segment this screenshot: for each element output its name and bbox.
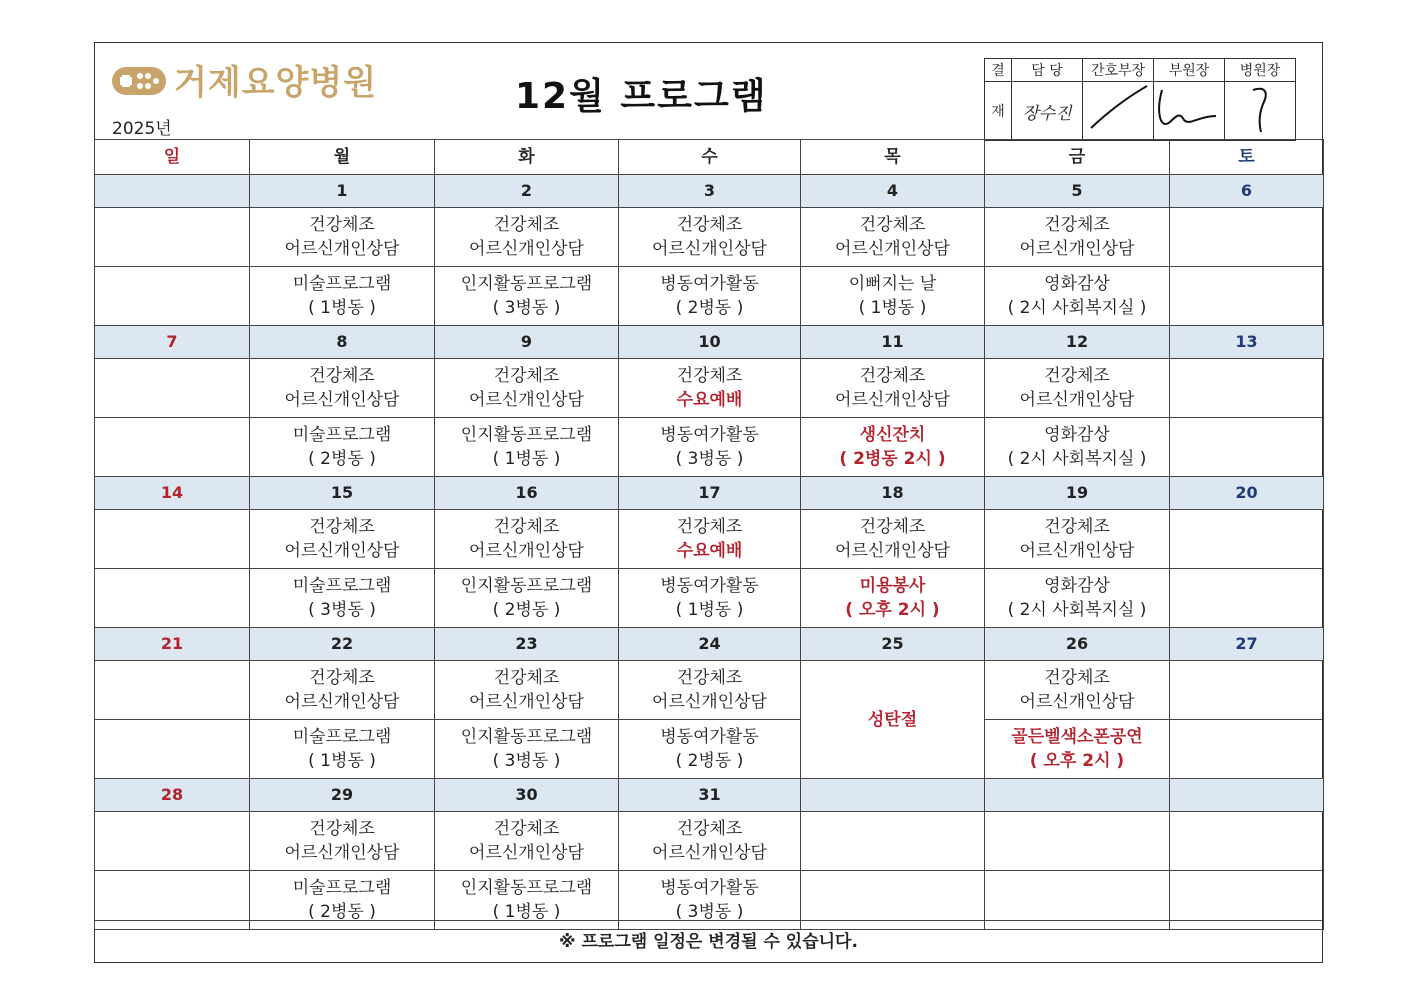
program-cell (95, 510, 250, 569)
program-item: 미용봉사 (859, 576, 926, 596)
program-cell (1170, 812, 1324, 871)
program-cell (95, 267, 250, 326)
program-item: ( 1병동 ) (858, 298, 927, 318)
program-item: 생신잔치 (859, 425, 926, 445)
signature-3 (1154, 82, 1225, 141)
program-cell (985, 661, 1170, 720)
program-cell (801, 510, 985, 569)
program-item: 인지활동프로그램 (460, 576, 593, 596)
program-item: 어르신개인상담 (652, 239, 767, 259)
program-cell (250, 267, 435, 326)
signature-4-mark (1225, 82, 1295, 136)
signature-3-mark (1154, 82, 1224, 136)
program-item: 건강체조 (493, 366, 560, 386)
signature-2-mark (1083, 82, 1153, 136)
program-item: 건강체조 (1044, 215, 1110, 235)
program-item: ( 3병동 ) (492, 298, 561, 318)
program-item: 어르신개인상담 (469, 541, 584, 561)
date-cell: 15 (250, 477, 435, 510)
program-item: ( 2시 사회복지실 ) (1007, 600, 1147, 620)
date-cell (1170, 779, 1324, 812)
approval-side-top: 결 (985, 59, 1012, 82)
program-item: 건강체조 (493, 819, 560, 839)
program-cell (435, 812, 619, 871)
program-item: 수요예배 (676, 390, 743, 410)
program-cell (1170, 569, 1324, 628)
date-cell: 8 (250, 326, 435, 359)
program-item: 영화감상 (1044, 576, 1110, 596)
date-cell: 11 (801, 326, 985, 359)
signature-4 (1225, 82, 1296, 141)
program-item: 어르신개인상담 (1019, 541, 1135, 561)
program-item: 어르신개인상담 (284, 390, 400, 410)
date-cell: 13 (1170, 326, 1324, 359)
program-item: 인지활동프로그램 (460, 274, 593, 294)
program-cell (801, 418, 985, 477)
program-cell (1170, 267, 1324, 326)
program-cell (619, 510, 801, 569)
weekday-6: 토 (1170, 140, 1324, 175)
hospital-logo (108, 55, 377, 104)
program-cell (985, 359, 1170, 418)
program-item: ( 오후 2시 ) (845, 600, 940, 620)
program-item: 어르신개인상담 (1019, 239, 1135, 259)
approval-col-2: 간호부장 (1083, 59, 1154, 82)
date-row (95, 779, 1324, 812)
approval-col-4: 병원장 (1225, 59, 1296, 82)
program-item: 어르신개인상담 (469, 692, 584, 712)
program-cell (435, 661, 619, 720)
program-item: 건강체조 (1044, 517, 1110, 537)
program-item: 건강체조 (859, 215, 926, 235)
program-cell (435, 720, 619, 779)
program-item: 영화감상 (1044, 425, 1110, 445)
program-cell (250, 510, 435, 569)
program-cell (95, 812, 250, 871)
program-item: ( 1병동 ) (308, 751, 376, 771)
program-cell (435, 569, 619, 628)
signature-2 (1083, 82, 1154, 141)
program-item: 이뻐지는 날 (848, 274, 937, 294)
program-cell (250, 208, 435, 267)
program-item: 골든벨색소폰공연 (1011, 727, 1143, 747)
program-cell (95, 359, 250, 418)
date-cell: 21 (95, 628, 250, 661)
weekday-3: 수 (619, 140, 801, 175)
weekday-5: 금 (985, 140, 1170, 175)
program-item: 건강체조 (859, 366, 926, 386)
program-item: ( 2병동 ) (675, 298, 744, 318)
program-cell (985, 267, 1170, 326)
program-item: 어르신개인상담 (284, 843, 400, 863)
program-cell (1170, 359, 1324, 418)
program-item: 건강체조 (309, 366, 375, 386)
program-cell (250, 418, 435, 477)
date-cell: 26 (985, 628, 1170, 661)
date-cell: 12 (985, 326, 1170, 359)
weekday-header-row (95, 140, 1324, 175)
program-cell (985, 720, 1170, 779)
program-item: 병동여가활동 (660, 727, 759, 747)
program-item: ( 오후 2시 ) (1029, 751, 1125, 771)
program-item: 건강체조 (309, 215, 375, 235)
program-cell (985, 812, 1170, 871)
date-cell (95, 175, 250, 208)
program-cell (801, 812, 985, 871)
program-cell (801, 267, 985, 326)
program-cell (1170, 661, 1324, 720)
program-item: 건강체조 (859, 517, 926, 537)
program-item: 어르신개인상담 (469, 390, 584, 410)
date-cell: 16 (435, 477, 619, 510)
program-row (95, 267, 1324, 326)
program-item: 어르신개인상담 (284, 239, 400, 259)
program-cell (250, 661, 435, 720)
date-cell: 29 (250, 779, 435, 812)
program-item: 미술프로그램 (292, 727, 392, 747)
date-cell (985, 779, 1170, 812)
program-cell (250, 812, 435, 871)
date-cell: 9 (435, 326, 619, 359)
date-cell: 20 (1170, 477, 1324, 510)
program-item: ( 3병동 ) (675, 449, 744, 469)
date-cell: 25 (801, 628, 985, 661)
program-item: ( 3병동 ) (675, 902, 744, 922)
program-cell (619, 661, 801, 720)
program-item: ( 2병동 ) (492, 600, 561, 620)
signature-1-text: 장수진 (1022, 103, 1072, 124)
program-item: 건강체조 (309, 517, 375, 537)
weekday-1: 월 (250, 140, 435, 175)
program-row (95, 359, 1324, 418)
program-row (95, 208, 1324, 267)
program-cell (250, 720, 435, 779)
program-item: 미술프로그램 (292, 425, 392, 445)
program-row (95, 720, 1324, 779)
program-cell (619, 267, 801, 326)
program-cell (619, 418, 801, 477)
program-cell (95, 720, 250, 779)
program-cell (435, 510, 619, 569)
date-cell: 23 (435, 628, 619, 661)
date-row (95, 326, 1324, 359)
program-cell (985, 418, 1170, 477)
program-item: 어르신개인상담 (835, 541, 950, 561)
program-cell (801, 569, 985, 628)
date-cell: 22 (250, 628, 435, 661)
program-cell (1170, 510, 1324, 569)
signature-1 (1012, 82, 1083, 141)
program-cell (95, 661, 250, 720)
program-item: 인지활동프로그램 (460, 878, 593, 898)
approval-side-bottom: 재 (985, 82, 1012, 141)
program-item: 어르신개인상담 (652, 692, 767, 712)
program-item: 건강체조 (493, 668, 560, 688)
program-cell (985, 510, 1170, 569)
date-cell: 24 (619, 628, 801, 661)
date-cell: 2 (435, 175, 619, 208)
date-cell: 18 (801, 477, 985, 510)
program-cell (619, 569, 801, 628)
approval-col-3: 부원장 (1154, 59, 1225, 82)
program-item: ( 1병동 ) (492, 902, 561, 922)
program-item: 건강체조 (309, 819, 375, 839)
program-row (95, 661, 1324, 720)
program-cell (435, 267, 619, 326)
program-cell (1170, 208, 1324, 267)
program-cell (985, 569, 1170, 628)
program-cell (435, 359, 619, 418)
program-cell (801, 359, 985, 418)
program-item: 인지활동프로그램 (460, 425, 593, 445)
program-cell (619, 812, 801, 871)
program-item: 어르신개인상담 (835, 390, 950, 410)
program-cell (1170, 720, 1324, 779)
program-cell (1170, 418, 1324, 477)
program-cell (435, 418, 619, 477)
program-item: 어르신개인상담 (469, 843, 584, 863)
logo-mark-icon (108, 59, 170, 101)
date-cell: 4 (801, 175, 985, 208)
program-row (95, 812, 1324, 871)
program-cell (95, 418, 250, 477)
program-item: 병동여가활동 (660, 576, 759, 596)
program-item: ( 1병동 ) (308, 298, 376, 318)
program-item: ( 3병동 ) (492, 751, 561, 771)
program-item: 어르신개인상담 (284, 692, 400, 712)
date-row (95, 477, 1324, 510)
program-item: 건강체조 (676, 215, 743, 235)
program-item: ( 2시 사회복지실 ) (1007, 298, 1147, 318)
program-cell (95, 208, 250, 267)
program-item: 어르신개인상담 (284, 541, 400, 561)
program-cell (619, 208, 801, 267)
program-item: ( 2병동 ) (675, 751, 744, 771)
date-cell: 1 (250, 175, 435, 208)
program-item: ( 1병동 ) (492, 449, 561, 469)
date-cell: 5 (985, 175, 1170, 208)
program-calendar (94, 139, 1324, 930)
program-item: 건강체조 (676, 517, 743, 537)
program-item: 병동여가활동 (660, 274, 759, 294)
date-cell: 10 (619, 326, 801, 359)
program-item: 어르신개인상담 (1019, 390, 1135, 410)
program-item: 미술프로그램 (292, 878, 392, 898)
program-cell (250, 569, 435, 628)
program-item: 성탄절 (867, 709, 918, 730)
program-item: 영화감상 (1044, 274, 1110, 294)
program-item: 건강체조 (493, 517, 560, 537)
date-cell: 3 (619, 175, 801, 208)
program-item: 어르신개인상담 (469, 239, 584, 259)
program-item: 병동여가활동 (660, 878, 759, 898)
program-item: ( 1병동 ) (675, 600, 744, 620)
program-item: 병동여가활동 (660, 425, 759, 445)
program-cell (619, 359, 801, 418)
date-cell: 7 (95, 326, 250, 359)
program-item: 미술프로그램 (292, 576, 392, 596)
weekday-4: 목 (801, 140, 985, 175)
program-item: 건강체조 (676, 819, 743, 839)
program-item: 인지활동프로그램 (460, 727, 593, 747)
program-item: 건강체조 (676, 668, 743, 688)
year-label: 2025년 (112, 119, 172, 139)
program-item: 건강체조 (309, 668, 375, 688)
date-cell: 19 (985, 477, 1170, 510)
date-cell: 31 (619, 779, 801, 812)
weekday-0: 일 (95, 140, 250, 175)
program-item: ( 2병동 2시 ) (839, 449, 946, 469)
program-item: 건강체조 (493, 215, 560, 235)
program-item: 수요예배 (676, 541, 743, 561)
date-cell (801, 779, 985, 812)
date-row (95, 175, 1324, 208)
date-cell: 28 (95, 779, 250, 812)
page-title: 12월 프로그램 (515, 76, 768, 117)
date-cell: 17 (619, 477, 801, 510)
program-cell (985, 208, 1170, 267)
date-cell: 6 (1170, 175, 1324, 208)
date-cell: 27 (1170, 628, 1324, 661)
program-item: ( 2시 사회복지실 ) (1007, 449, 1147, 469)
program-item: 어르신개인상담 (1019, 692, 1135, 712)
program-item: 건강체조 (676, 366, 743, 386)
program-cell (619, 720, 801, 779)
weekday-2: 화 (435, 140, 619, 175)
program-row (95, 418, 1324, 477)
program-item: ( 2병동 ) (308, 449, 376, 469)
approval-box (984, 58, 1296, 141)
program-item: ( 3병동 ) (308, 600, 376, 620)
program-item: ( 2병동 ) (308, 902, 376, 922)
date-cell: 30 (435, 779, 619, 812)
program-row (95, 510, 1324, 569)
program-cell (250, 359, 435, 418)
approval-col-1: 담 당 (1012, 59, 1083, 82)
program-cell (801, 208, 985, 267)
program-cell (95, 569, 250, 628)
program-item: 건강체조 (1044, 366, 1110, 386)
program-item: 건강체조 (1044, 668, 1110, 688)
program-item: 어르신개인상담 (652, 843, 767, 863)
logo-text: 거제요양병원 (174, 63, 378, 103)
date-cell: 14 (95, 477, 250, 510)
program-cell (435, 208, 619, 267)
schedule-change-note: ※ 프로그램 일정은 변경될 수 있습니다. (94, 920, 1323, 964)
program-item: 어르신개인상담 (835, 239, 950, 259)
program-item: 미술프로그램 (292, 274, 392, 294)
program-row (95, 569, 1324, 628)
program-cell (801, 661, 985, 779)
date-row (95, 628, 1324, 661)
